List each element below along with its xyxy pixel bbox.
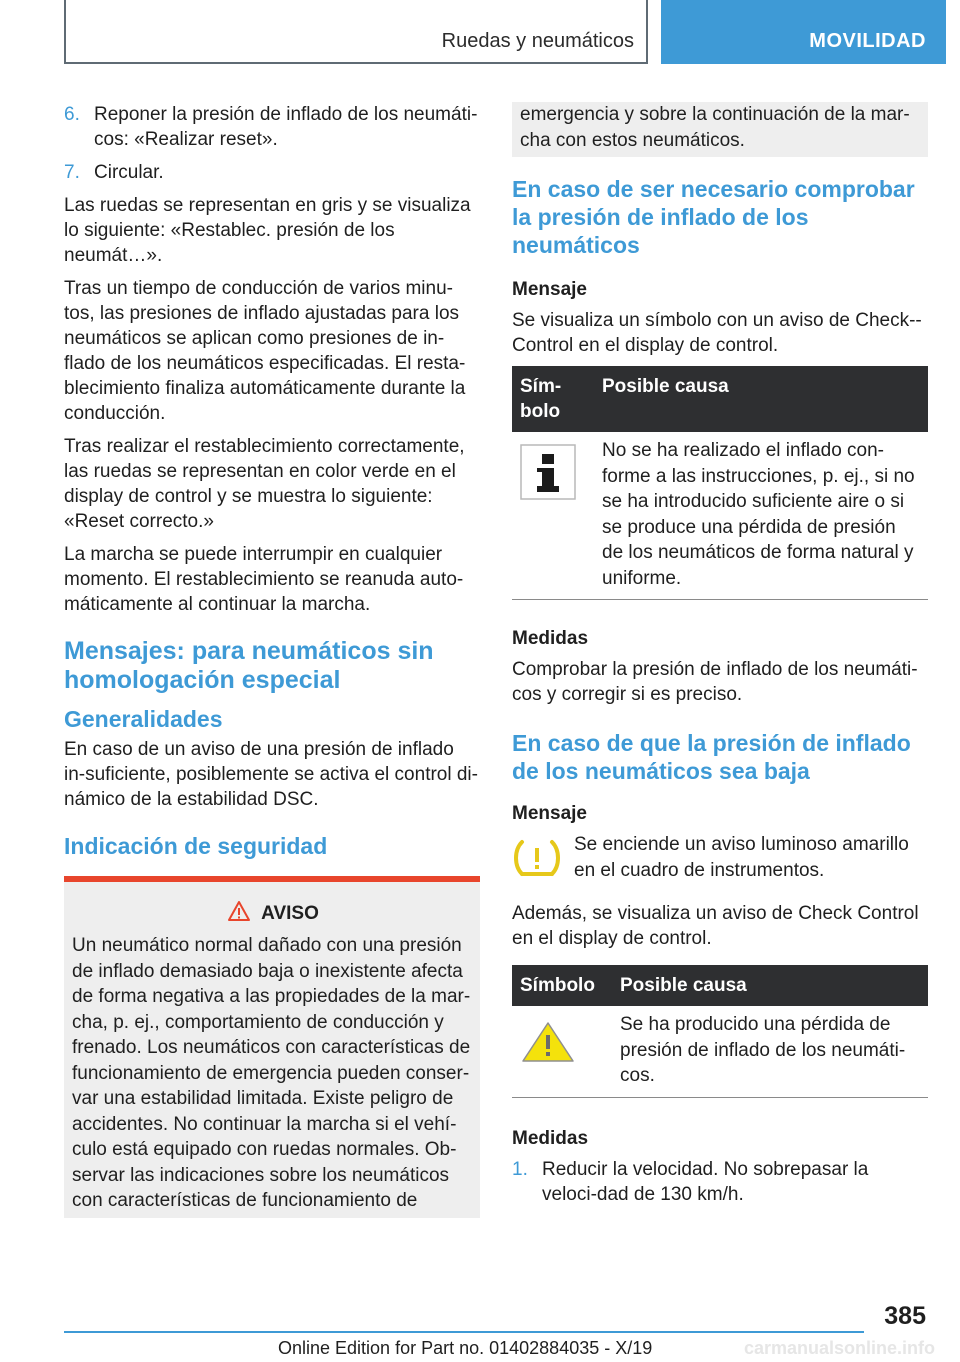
table-row [512,1006,928,1097]
minor-heading: Medidas [512,628,589,649]
info-icon [520,484,576,505]
footer-edition: Online Edition for Part no. 01402884035 - X/19 [278,1338,653,1358]
paragraph: Se visualiza un símbolo con un aviso de Check‐-Control en el display de control. [512,310,922,356]
table-cell-cause: Se ha producido una pérdida de presión de inflado de los neumáti‐cos. [612,1006,928,1097]
minor-heading: Mensaje [512,803,587,824]
table-header-symbol: Símbolo [512,965,612,1006]
note-text: emergencia y sobre la continuación de la mar‐cha con estos neumáticos. [520,104,910,151]
paragraph: Tras realizar el restablecimiento correctamente, las ruedas se representan en color verde en el display de control y se muestra lo siguiente: «Reset correcto.» [64,436,465,532]
footer-watermark: carmanualsonline.info [744,1338,936,1358]
minor-heading: Mensaje [512,279,587,300]
right-column [512,102,928,1215]
header-section-label: MOVILIDAD [809,30,926,52]
subsection-heading: Indicación de seguridad [64,833,328,859]
warning-header [72,900,474,927]
step-text: Reducir la velocidad. No sobrepasar la veloci‐dad de 130 km/h. [542,1158,869,1205]
paragraph: En caso de un aviso de una presión de inflado in‐suficiente, posiblemente se activa el control di‐námico de la estabilidad DSC. [64,739,478,810]
minor-heading: Medidas [512,1127,589,1149]
step-text: Reponer la presión de inflado de los neumáti‐cos: «Realizar reset». [94,104,478,150]
table-row [512,432,928,600]
subsection-heading: Generalidades [64,706,223,732]
symbol-cause-table [512,366,928,600]
header-title: Ruedas y neumáticos [441,30,634,52]
paragraph: La marcha se puede interrumpir en cualquier momento. El restablecimiento se reanuda auto‐máticamente al continuar la marcha. [64,544,464,615]
step-number: 1. [512,1158,528,1180]
page-number: 385 [884,1302,926,1330]
paragraph: Además, se visualiza un aviso de Check Control en el display de control. [512,903,919,949]
header-title-box [64,0,648,64]
left-column [64,102,480,1218]
header-section-tab [661,0,946,64]
table-cell-symbol [512,432,594,600]
step-item [512,1157,928,1207]
paragraph: Comprobar la presión de inflado de los neumáti‐cos y corregir si es preciso. [512,659,918,705]
warning-triangle-icon [227,900,251,927]
table-header-cause: Posible causa [612,965,928,1006]
table-header-symbol: Sím‐bolo [512,366,594,432]
step-item [64,160,480,185]
section-heading: Mensajes: para neumáticos sin homologación especial [64,637,434,694]
warning-box [64,876,480,1218]
tire-pressure-warning-icon [512,832,574,887]
message-text: Se enciende un aviso luminoso amarillo en el cuadro de instrumentos. [574,834,909,881]
step-number: 6. [64,104,80,125]
warning-label: AVISO [261,902,319,924]
table-header-cause: Posible causa [594,366,928,432]
paragraph: Las ruedas se representan en gris y se visualiza lo siguiente: «Restablec. presión de los neumát…». [64,195,471,266]
step-text: Circular. [94,162,164,183]
table-cell-cause: No se ha realizado el inflado con‐forme a las instrucciones, p. ej., si no se ha introducido suficiente aire o si se produce una pérdida de presión de los neumáticos de forma natural y uniforme. [594,432,928,600]
warning-text: Un neumático normal dañado con una presión de inflado demasiado baja o inexistente afecta de forma negativa a las propiedades de la mar‐cha, p. ej., comportamiento de conducción y frenado. Los neumáticos con características de funcionamiento de emergencia pueden conser‐var una estabilidad limitada. Existe peligro de accidentes. No continuar la marcha si el vehí‐culo está equipado con ruedas normales. Ob‐servar las indicaciones sobre los neumáticos con características de funcionamiento de [72,935,471,1211]
symbol-cause-table [512,965,928,1098]
footer-rule [64,1331,864,1333]
subsection-heading: En caso de ser necesario comprobar la presión de inflado de los neumáticos [512,176,915,258]
table-cell-symbol [512,1006,612,1097]
note-continuation [512,102,928,157]
subsection-heading: En caso de que la presión de inflado de los neumáticos sea baja [512,730,911,784]
paragraph: Tras un tiempo de conducción de varios minu‐tos, las presiones de inflado ajustadas para los neumáticos se aplican como presiones de in‐flado de los neumáticos especificadas. El resta‐blecimiento finaliza automáticamente durante la conducción. [64,278,466,424]
message-row [512,832,928,887]
step-item [64,102,480,152]
warning-triangle-icon [520,1048,576,1069]
step-number: 7. [64,162,80,183]
